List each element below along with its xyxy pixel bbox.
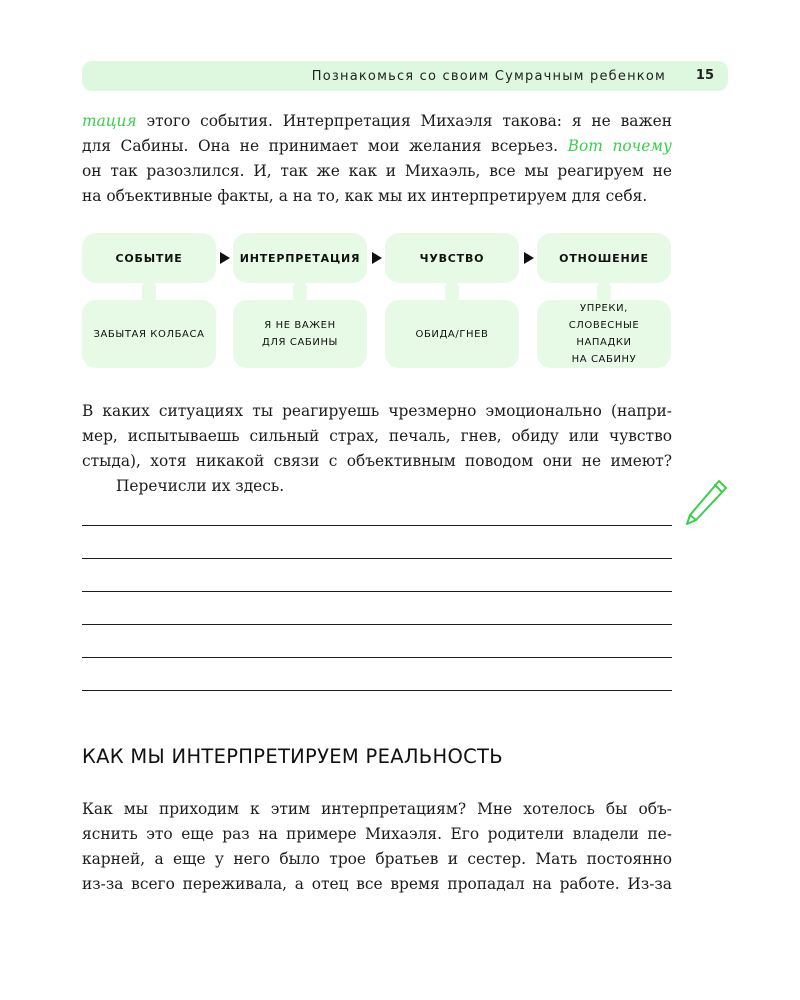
- diagram-cell-event: [82, 300, 216, 368]
- answer-line[interactable]: [82, 690, 672, 691]
- paragraph-line: Как мы приходим к этим интерпретациям? Мне хотелось бы объ-: [82, 800, 672, 818]
- answer-line[interactable]: [82, 624, 672, 625]
- answer-line[interactable]: [82, 558, 672, 559]
- answer-line[interactable]: [82, 591, 672, 592]
- answer-line[interactable]: [82, 657, 672, 658]
- paragraph-line: этого события. Интерпретация Михаэля такова: я не важен: [136, 112, 672, 130]
- paragraph-line: В каких ситуациях ты реагируешь чрезмерно эмоционально (напри-: [82, 402, 672, 420]
- paragraph-question: [82, 399, 672, 499]
- running-header: [82, 61, 728, 91]
- cell-line: НА САБИНУ: [571, 354, 637, 365]
- page-number: 15: [695, 68, 714, 83]
- diagram-header-interpretation: ИНТЕРПРЕТАЦИЯ: [233, 233, 367, 283]
- cell-line: ДЛЯ САБИНЫ: [262, 337, 338, 348]
- diagram-cell-feeling: [385, 300, 519, 368]
- diagram-header-event: СОБЫТИЕ: [82, 233, 216, 283]
- diagram-header-attitude: ОТНОШЕНИЕ: [537, 233, 671, 283]
- cell-line: Я НЕ ВАЖЕН: [264, 320, 336, 331]
- paragraph-line: на объективные факты, а на то, как мы их интерпретируем для себя.: [82, 187, 648, 205]
- cell-line: ЗАБЫТАЯ КОЛБАСА: [93, 328, 205, 340]
- paragraph-line: яснить это еще раз на примере Михаэля. Его родители владели пе-: [82, 825, 672, 843]
- exercise-prompt: Перечисли их здесь.: [116, 477, 285, 495]
- paragraph-line: карней, а еще у него было трое братьев и сестер. Мать постоянно: [82, 850, 672, 868]
- section-heading: КАК МЫ ИНТЕРПРЕТИРУЕМ РЕАЛЬНОСТЬ: [82, 745, 503, 768]
- diagram-cell-attitude: [537, 300, 671, 368]
- running-head-title: Познакомься со своим Сумрачным ребенком: [311, 69, 666, 84]
- answer-line[interactable]: [82, 525, 672, 526]
- pencil-icon: [684, 478, 730, 528]
- arrow-right-icon: [220, 252, 230, 264]
- emphasis-text: Вот почему: [567, 137, 672, 155]
- paragraph-body: [82, 797, 672, 897]
- arrow-right-icon: [524, 252, 534, 264]
- diagram-cell-interpretation: [233, 300, 367, 368]
- paragraph-line: стыда), хотя никакой связи с объективным поводом они не имеют?: [82, 452, 672, 470]
- cell-line: ОБИДА/ГНЕВ: [415, 328, 489, 340]
- cell-line: СЛОВЕСНЫЕ НАПАДКИ: [568, 320, 640, 348]
- emphasis-text: тация: [82, 112, 137, 130]
- paragraph-line: мер, испытываешь сильный страх, печаль, гнев, обиду или чувство: [82, 427, 672, 445]
- diagram-header-feeling: ЧУВСТВО: [385, 233, 519, 283]
- paragraph-intro: [82, 109, 672, 209]
- paragraph-line: для Сабины. Она не принимает мои желания всерьез.: [82, 137, 568, 155]
- cell-line: УПРЕКИ,: [580, 303, 628, 314]
- paragraph-line: он так разозлился. И, так же как и Михаэль, все мы реагируем не: [82, 162, 672, 180]
- paragraph-line: из-за всего переживала, а отец все время пропадал на работе. Из-за: [82, 875, 672, 893]
- arrow-right-icon: [372, 252, 382, 264]
